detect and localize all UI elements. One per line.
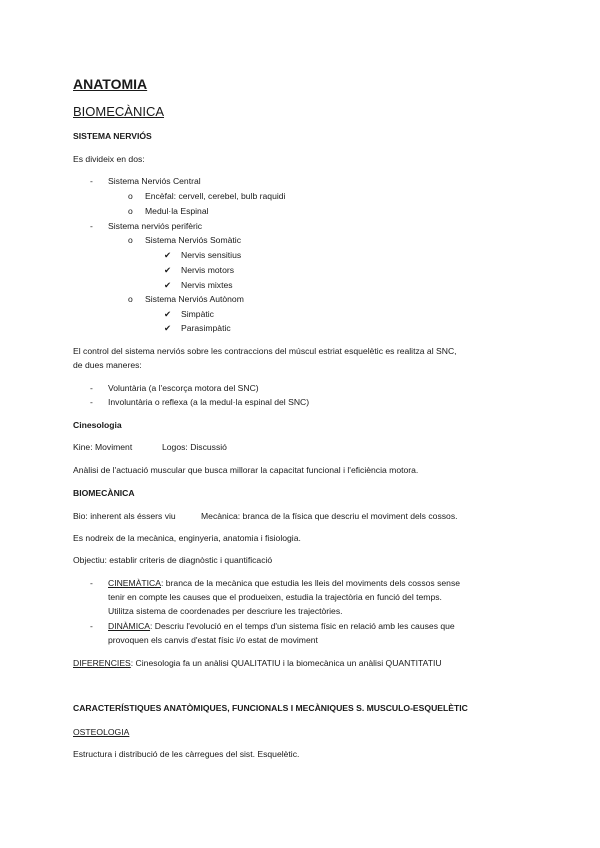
checkmark-icon: ✔ <box>164 265 172 275</box>
term-diferencies: DIFERENCIES <box>73 658 131 668</box>
term-logos: Logos: Discussió <box>162 442 227 452</box>
intro-text: Es divideix en dos: <box>73 154 145 164</box>
list-item: Nervis mixtes <box>181 280 233 290</box>
paragraph: provoquen els canvis d'estat físic i/o estat de moviment <box>108 635 318 645</box>
paragraph: Es nodreix de la mecànica, enginyeria, anatomia i fisiologia. <box>73 533 301 543</box>
circle-bullet: o <box>128 206 133 216</box>
definition-text: : Descriu l'evolució en el temps d'un sistema físic en relació amb les causes que <box>150 621 455 631</box>
definition-text: : branca de la mecànica que estudia les lleis del moviments dels cossos sense <box>161 578 461 588</box>
list-item: Voluntària (a l'escorça motora del SNC) <box>108 383 259 393</box>
paragraph: Anàlisi de l'actuació muscular que busca millorar la capacitat funcional i l'eficiència motora. <box>73 465 419 475</box>
list-item: Parasimpàtic <box>181 323 231 333</box>
circle-bullet: o <box>128 191 133 201</box>
term-bio: Bio: inherent als éssers viu <box>73 511 176 521</box>
definition-text: : Cinesologia fa un anàlisi QUALITATIU i la biomecànica un anàlisi QUANTITATIU <box>130 658 442 668</box>
section-heading-nervous: SISTEMA NERVIÓS <box>73 131 152 141</box>
checkmark-icon: ✔ <box>164 309 172 319</box>
circle-bullet: o <box>128 235 133 245</box>
list-item: Involuntària o reflexa (a la medul·la espinal del SNC) <box>108 397 310 407</box>
subheading-osteologia: OSTEOLOGIA <box>73 727 130 737</box>
paragraph: tenir en compte les causes que el produeixen, estudia la trajectòria en funció del temps. <box>108 592 442 602</box>
checkmark-icon: ✔ <box>164 250 172 260</box>
list-item: Sistema Nerviós Central <box>108 176 201 186</box>
list-item: Nervis sensitius <box>181 250 242 260</box>
section-heading-caracteristiques: CARACTERÍSTIQUES ANATÒMIQUES, FUNCIONALS I MECÀNIQUES S. MUSCULO-ESQUELÈTIC <box>73 703 468 713</box>
section-heading-cinesologia: Cinesologia <box>73 420 122 430</box>
list-item: Medul·la Espinal <box>145 206 209 216</box>
list-item-cinematica <box>108 578 460 589</box>
term-mecanica: Mecànica: branca de la física que descriu el moviment dels cossos. <box>201 511 458 521</box>
circle-bullet: o <box>128 294 133 304</box>
list-item: Sistema Nerviós Autònom <box>145 294 244 304</box>
paragraph-diferencies <box>73 658 442 669</box>
list-item-dinamica <box>108 621 455 632</box>
list-item: Encèfal: cervell, cerebel, bulb raquidi <box>145 191 286 201</box>
dash-bullet: - <box>90 621 93 631</box>
section-heading-biomecanica: BIOMECÀNICA <box>73 488 135 498</box>
checkmark-icon: ✔ <box>164 280 172 290</box>
paragraph: Objectiu: establir criteris de diagnòstic i quantificació <box>73 555 273 565</box>
list-item: Sistema nerviós perifèric <box>108 221 203 231</box>
page-subtitle: BIOMECÀNICA <box>73 104 165 119</box>
dash-bullet: - <box>90 383 93 393</box>
dash-bullet: - <box>90 397 93 407</box>
dash-bullet: - <box>90 221 93 231</box>
page-title: ANATOMIA <box>73 76 148 92</box>
dash-bullet: - <box>90 578 93 588</box>
checkmark-icon: ✔ <box>164 323 172 333</box>
term-dinamica: DINÀMICA <box>108 621 151 631</box>
dash-bullet: - <box>90 176 93 186</box>
paragraph: de dues maneres: <box>73 360 142 370</box>
list-item: Simpàtic <box>181 309 214 319</box>
paragraph: Utilitza sistema de coordenades per descriure les trajectòries. <box>108 606 343 616</box>
list-item: Sistema Nerviós Somàtic <box>145 235 241 245</box>
term-kine: Kine: Moviment <box>73 442 133 452</box>
paragraph: Estructura i distribució de les càrregues del sist. Esquelètic. <box>73 749 300 759</box>
term-cinematica: CINEMÀTICA <box>108 578 161 588</box>
list-item: Nervis motors <box>181 265 235 275</box>
paragraph: El control del sistema nerviós sobre les contraccions del múscul estriat esquelètic es realitza al SNC, <box>73 346 457 356</box>
